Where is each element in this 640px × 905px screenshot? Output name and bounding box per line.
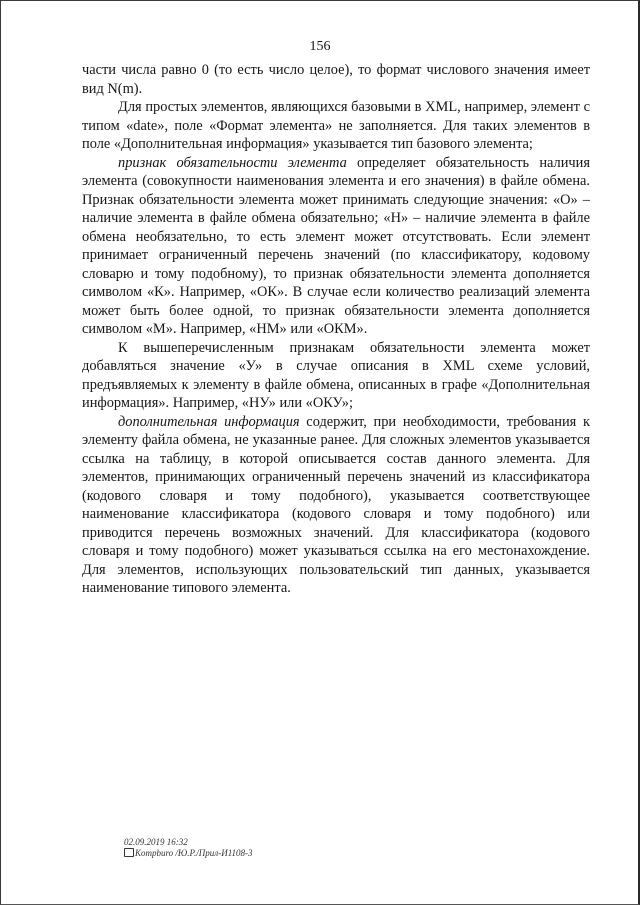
paragraph-5 [82, 413, 590, 598]
paragraph-1 [82, 61, 590, 98]
paragraph-3-text: определяет обязательность наличия элемента (совокупности наименования элемента и его значения) в файле обмена. Признак обязательности элемента может принимать следующие значения: «О» – наличие элемента в файле обмена обязательно; «Н» – наличие элемента в файле обмена необязательно, то есть элемент может отсутствовать. Если элемент принимает ограниченный перечень значений (по классификатору, кодовому словарю и тому подобному), то признак обязательности элемента дополняется символом «К». Например, «ОК». В случае если количество реализаций элемента может быть более одной, то признак обязательности элемента дополняется символом «М». Например, «НМ» или «ОКМ». [82, 154, 590, 337]
paragraph-4-text: К вышеперечисленным признакам обязательности элемента может добавляться значение «У» в случае описания в XML схеме условий, предъявляемых к элементу в файле обмена, описанных в графе «Дополнительная информация». Например, «НУ» или «ОКУ»; [82, 339, 590, 411]
term-additional-info: дополнительная информация [118, 413, 300, 430]
footer-path: Kompburo /Ю.Р./Прил-И1108-3 [135, 848, 253, 858]
footer-stamp [124, 837, 253, 859]
document-body [82, 61, 590, 598]
document-icon [124, 848, 134, 857]
paragraph-3 [82, 154, 590, 339]
paragraph-2 [82, 98, 590, 154]
footer-path-line [124, 848, 253, 859]
paragraph-5-text: содержит, при необходимости, требования к элементу файла обмена, не указанные ранее. Для сложных элементов указывается ссылка на таблицу, в которой описывается состав данного элемента. Для элементов, принимающих ограниченный перечень значений из классификатора (кодового словаря и тому подобного), указывается соответствующее наименование классификатора (кодового словаря и тому подобного) или приводится перечень возможных значений. Для классификатора (кодового словаря и тому подобного) может указываться ссылка на его местонахождение. Для элементов, использующих пользовательский тип данных, указывается наименование типового элемента. [82, 413, 590, 596]
paragraph-4 [82, 339, 590, 413]
page-number: 156 [309, 39, 331, 54]
paragraph-1-text: части числа равно 0 (то есть число целое), то формат числового значения имеет вид N(m). [82, 62, 590, 97]
paragraph-2-text: Для простых элементов, являющихся базовыми в XML, например, элемент с типом «date», поле «Формат элемента» не заполняется. Для таких элементов в поле «Дополнительная информация» указывается тип базового элемента; [82, 99, 590, 152]
footer-date: 02.09.2019 16:32 [124, 837, 188, 847]
term-required-flag: признак обязательности элемента [118, 154, 347, 171]
